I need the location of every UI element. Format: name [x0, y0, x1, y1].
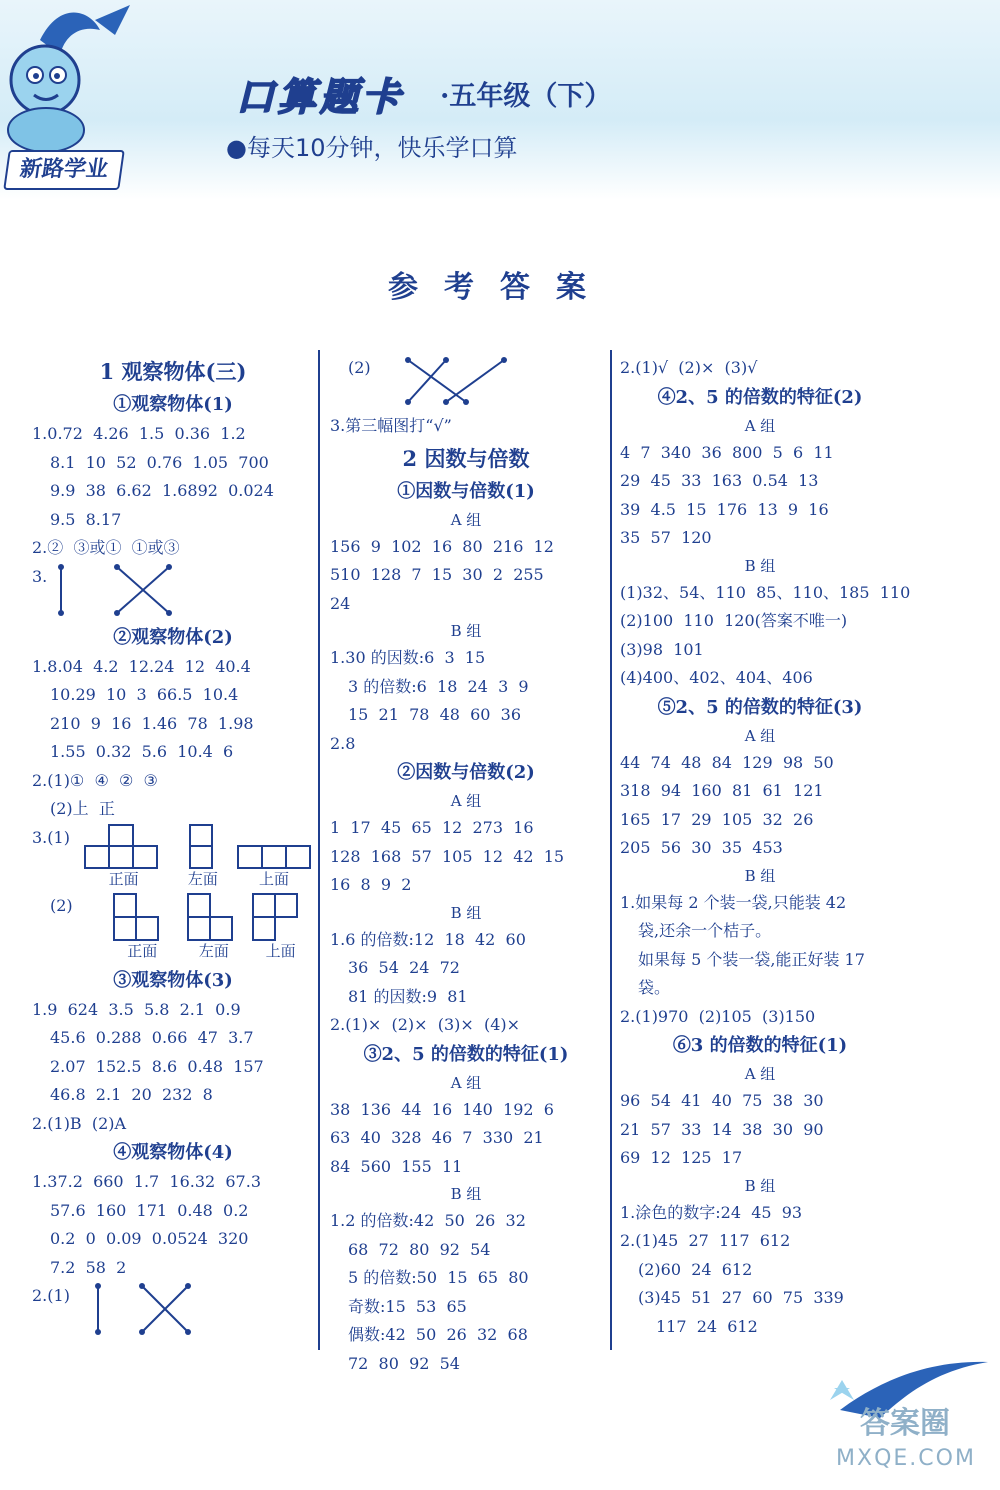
answer-line: 2.② ③或① ①或③ [32, 538, 180, 557]
unit-title: 1 观察物体(三) [99, 359, 247, 384]
answer-line: 156 9 102 16 80 216 12 [330, 536, 554, 556]
answer-line: 72 80 92 54 [348, 1353, 460, 1373]
shape-figure [247, 892, 307, 942]
answer-line: 2.(1)45 27 117 612 [620, 1231, 791, 1250]
section-title: ③2、5 的倍数的特征(1) [363, 1043, 569, 1065]
answer-line: 63 40 328 46 7 330 21 [330, 1128, 544, 1147]
answer-line: 205 56 30 35 453 [620, 838, 783, 857]
section-title: ③观察物体(3) [113, 969, 233, 991]
answer-line: 117 24 612 [656, 1316, 758, 1336]
answer-line: 1.8.04 4.2 12.24 12 40.4 [32, 656, 251, 676]
answer-line: 128 168 57 105 12 42 15 [330, 846, 565, 866]
view-top [247, 892, 314, 960]
group-label: B 组 [744, 1176, 776, 1195]
answer-line: 3.(1) [32, 827, 70, 847]
answer-line: 44 74 48 84 129 98 50 [620, 752, 834, 772]
answer-line: 39 4.5 15 176 13 9 16 [620, 499, 829, 519]
answer-line: 2.8 [330, 733, 356, 753]
section-title: ②因数与倍数(2) [397, 762, 535, 783]
answer-line: 36 54 24 72 [348, 958, 460, 977]
book-title: 口算题卡 [236, 75, 405, 119]
view-caption: 正面 [127, 941, 158, 960]
view-caption: 左面 [198, 941, 229, 960]
answer-line: 318 94 160 81 61 121 [620, 781, 824, 800]
view-front [88, 892, 180, 960]
view-front [84, 824, 164, 888]
answer-line: 24 [330, 593, 351, 613]
matching-lines-figure [47, 563, 177, 621]
section-title: ②观察物体(2) [113, 626, 233, 648]
section-title: ①观察物体(1) [113, 394, 233, 415]
answer-line: 57.6 160 171 0.48 0.2 [50, 1200, 249, 1220]
group-label: A 组 [744, 726, 776, 745]
answer-line: 1 17 45 65 12 273 16 [330, 818, 534, 837]
answer-line: (2)100 110 120(答案不唯一) [620, 611, 848, 630]
view-caption: 正面 [108, 869, 139, 888]
grade-label: ·五年级（下） [440, 81, 612, 112]
brand-logo: 新路学业 [3, 150, 125, 190]
answer-line: 1.2 的倍数:42 50 26 32 [330, 1211, 526, 1230]
answer-line: 袋。 [638, 978, 671, 997]
slogan: ●每天10分钟，快乐学口算 [226, 134, 518, 162]
section-title: ⑥3 的倍数的特征(1) [672, 1035, 848, 1056]
answer-line: 96 54 41 40 75 38 30 [620, 1091, 824, 1110]
group-label: A 组 [744, 1065, 776, 1083]
answer-line: 21 57 33 14 38 30 90 [620, 1119, 824, 1139]
watermark-url: MXQE.COM [836, 1446, 976, 1471]
answer-line: 46.8 2.1 20 232 8 [50, 1085, 213, 1104]
group-label: A 组 [450, 1073, 482, 1092]
answer-line: 2.07 152.5 8.6 0.48 157 [50, 1056, 264, 1076]
answer-line: 0.2 0 0.09 0.0524 320 [50, 1229, 249, 1248]
answer-line: 3 的倍数:6 18 24 3 9 [348, 676, 529, 696]
section-title: ⑤2、5 的倍数的特征(3) [657, 696, 863, 718]
unit-title: 2 因数与倍数 [402, 445, 530, 471]
page-title: 参考答案 [388, 270, 612, 305]
answer-line: 81 的因数:9 81 [348, 986, 468, 1006]
group-label: A 组 [450, 510, 482, 529]
answer-line: (2)上 正 [50, 799, 115, 818]
view-caption: 左面 [187, 869, 218, 888]
answer-line: 15 21 78 48 60 36 [348, 705, 522, 724]
answer-line: 29 45 33 163 0.54 13 [620, 471, 819, 490]
answer-line: 如果每 5 个装一袋,能正好装 17 [638, 949, 865, 969]
matching-lines-figure [404, 354, 514, 406]
answer-line: 2.(1) [32, 1286, 70, 1305]
group-label: B 组 [450, 1185, 482, 1203]
answer-line: (3)45 51 27 60 75 339 [638, 1288, 844, 1307]
answer-line: 9.5 8.17 [50, 509, 122, 529]
shape-figure [84, 824, 164, 870]
answer-line: 1.6 的倍数:12 18 42 60 [330, 929, 526, 949]
answer-column-3 [620, 354, 911, 1341]
answer-line: 45.6 0.288 0.66 47 3.7 [50, 1028, 254, 1047]
group-label: B 组 [450, 903, 482, 922]
answer-line: 7.2 58 2 [50, 1257, 127, 1277]
view-left [164, 824, 234, 888]
answer-line: 袋,还余一个桔子。 [638, 921, 772, 940]
answer-line: 1.9 624 3.5 5.8 2.1 0.9 [32, 999, 241, 1019]
answer-line: (2) [50, 895, 73, 915]
group-label: B 组 [450, 622, 482, 640]
answer-line: (2)60 24 612 [638, 1259, 753, 1279]
answer-line: 3.第三幅图打“√” [330, 416, 452, 435]
section-title: ④2、5 的倍数的特征(2) [657, 386, 863, 408]
answer-line: 210 9 16 1.46 78 1.98 [50, 713, 254, 733]
answer-line: (2) [348, 358, 371, 377]
group-label: B 组 [744, 866, 776, 885]
answer-column-1 [32, 354, 314, 1342]
answer-line: 510 128 7 15 30 2 255 [330, 565, 544, 584]
answer-column-2 [330, 354, 602, 1378]
view-left [180, 892, 247, 960]
answer-line: 35 57 120 [620, 528, 712, 547]
view-caption: 上面 [258, 869, 289, 888]
group-label: A 组 [744, 416, 776, 435]
answer-line: 3. [32, 566, 48, 586]
answer-line: 4 7 340 36 800 5 6 11 [620, 442, 834, 462]
shape-figure [172, 824, 232, 870]
answer-line: 16 8 9 2 [330, 875, 412, 894]
matching-lines-figure [92, 1282, 202, 1338]
view-caption: 上面 [265, 941, 296, 960]
answer-line: 165 17 29 105 32 26 [620, 809, 814, 829]
answer-line: 奇数:15 53 65 [348, 1296, 467, 1316]
column-divider [610, 350, 612, 1350]
section-title: ④观察物体(4) [113, 1142, 233, 1163]
answer-line: 69 12 125 17 [620, 1148, 743, 1167]
view-top [234, 824, 314, 888]
answer-line: 2.(1)× (2)× (3)× (4)× [330, 1015, 521, 1034]
shape-figure [234, 824, 314, 870]
answer-line: 68 72 80 92 54 [348, 1239, 491, 1259]
answer-line: 2.(1)970 (2)105 (3)150 [620, 1006, 816, 1026]
answer-line: 84 560 155 11 [330, 1156, 463, 1176]
group-label: B 组 [744, 556, 776, 575]
answer-line: (3)98 101 [620, 639, 704, 659]
answer-line: 1.如果每 2 个装一袋,只能装 42 [620, 892, 847, 912]
section-title: ①因数与倍数(1) [397, 480, 535, 502]
answer-line: (4)400、402、404、406 [620, 668, 813, 687]
answer-line: 1.0.72 4.26 1.5 0.36 1.2 [32, 424, 246, 443]
group-label: A 组 [450, 792, 482, 810]
answer-line: 38 136 44 16 140 192 6 [330, 1099, 554, 1119]
column-divider [318, 350, 320, 1350]
answer-line: 1.55 0.32 5.6 10.4 6 [50, 742, 234, 761]
shape-figure [180, 892, 240, 942]
answer-line: 1.涂色的数字:24 45 93 [620, 1202, 803, 1222]
answer-line: 9.9 38 6.62 1.6892 0.024 [50, 481, 274, 500]
answer-line: (1)32、54、110 85、110、185 110 [620, 582, 911, 602]
answer-line: 5 的倍数:50 15 65 80 [348, 1268, 529, 1287]
answer-line: 2.(1)√ (2)× (3)√ [620, 358, 758, 377]
answer-line: 8.1 10 52 0.76 1.05 700 [50, 452, 269, 472]
answer-line: 1.37.2 660 1.7 16.32 67.3 [32, 1172, 261, 1191]
answer-line: 1.30 的因数:6 3 15 [330, 648, 486, 667]
answer-line: 2.(1)① ④ ② ③ [32, 770, 158, 790]
answer-line: 10.29 10 3 66.5 10.4 [50, 685, 239, 704]
shape-figure [104, 892, 164, 942]
answer-line: 偶数:42 50 26 32 68 [348, 1325, 528, 1344]
answer-line: 2.(1)B (2)A [32, 1113, 127, 1133]
watermark-logo: 答案圈 [860, 1406, 950, 1441]
